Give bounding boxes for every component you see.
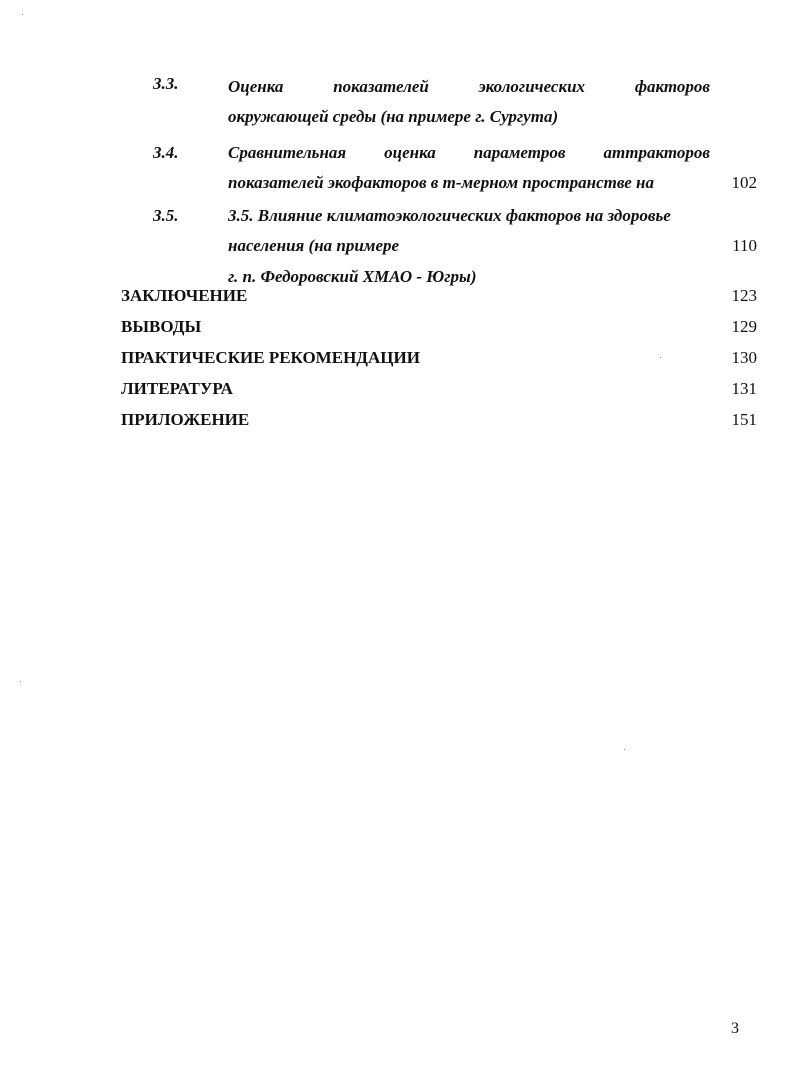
toc-page-appendix: 151 bbox=[731, 410, 757, 429]
toc-word: параметров bbox=[473, 143, 566, 162]
toc-page-literature: 131 bbox=[731, 379, 757, 398]
scan-speck bbox=[20, 681, 21, 682]
toc-title-3-5-line1: 3.5. Влияние климатоэкологических факторов на здоровье bbox=[228, 206, 671, 225]
toc-title-3-4-line1 bbox=[228, 143, 710, 163]
toc-word: Оценка bbox=[228, 77, 284, 96]
toc-page-3-4: 102 bbox=[731, 173, 757, 192]
toc-number-3-5: 3.5. bbox=[153, 206, 179, 225]
toc-page-conclusion: 123 bbox=[731, 286, 757, 305]
toc-entry-appendix: ПРИЛОЖЕНИЕ bbox=[121, 410, 250, 429]
toc-entry-findings: ВЫВОДЫ bbox=[121, 317, 202, 336]
toc-entry-recommendations: ПРАКТИЧЕСКИЕ РЕКОМЕНДАЦИИ bbox=[121, 348, 420, 367]
toc-number-3-3: 3.3. bbox=[153, 74, 179, 93]
toc-title-3-3-line2: окружающей среды (на примере г. Сургута) bbox=[228, 107, 559, 126]
toc-number-3-4: 3.4. bbox=[153, 143, 179, 162]
toc-word: Сравнительная bbox=[228, 143, 347, 162]
toc-entry-literature: ЛИТЕРАТУРА bbox=[121, 379, 233, 398]
toc-word: экологических bbox=[478, 77, 586, 96]
toc-word: факторов bbox=[634, 77, 710, 96]
toc-title-3-5-line2: населения (на примере bbox=[228, 236, 400, 255]
toc-page-findings: 129 bbox=[731, 317, 757, 336]
scan-speck bbox=[660, 357, 661, 358]
toc-page-3-5: 110 bbox=[732, 236, 757, 255]
toc-word: оценка bbox=[384, 143, 436, 162]
toc-word: показателей bbox=[333, 77, 429, 96]
toc-title-3-5-line3: г. п. Федоровский ХМАО - Югры) bbox=[228, 267, 477, 286]
toc-page-recommendations: 130 bbox=[731, 348, 757, 367]
scan-speck bbox=[624, 749, 625, 750]
toc-title-3-4-line2: показателей экофакторов в т-мерном пространстве на bbox=[228, 173, 654, 192]
toc-word: аттракторов bbox=[603, 143, 710, 162]
toc-title-3-3-line1 bbox=[228, 77, 710, 97]
page-number: 3 bbox=[731, 1020, 739, 1037]
scan-speck bbox=[22, 14, 23, 15]
toc-entry-conclusion: ЗАКЛЮЧЕНИЕ bbox=[121, 286, 248, 305]
